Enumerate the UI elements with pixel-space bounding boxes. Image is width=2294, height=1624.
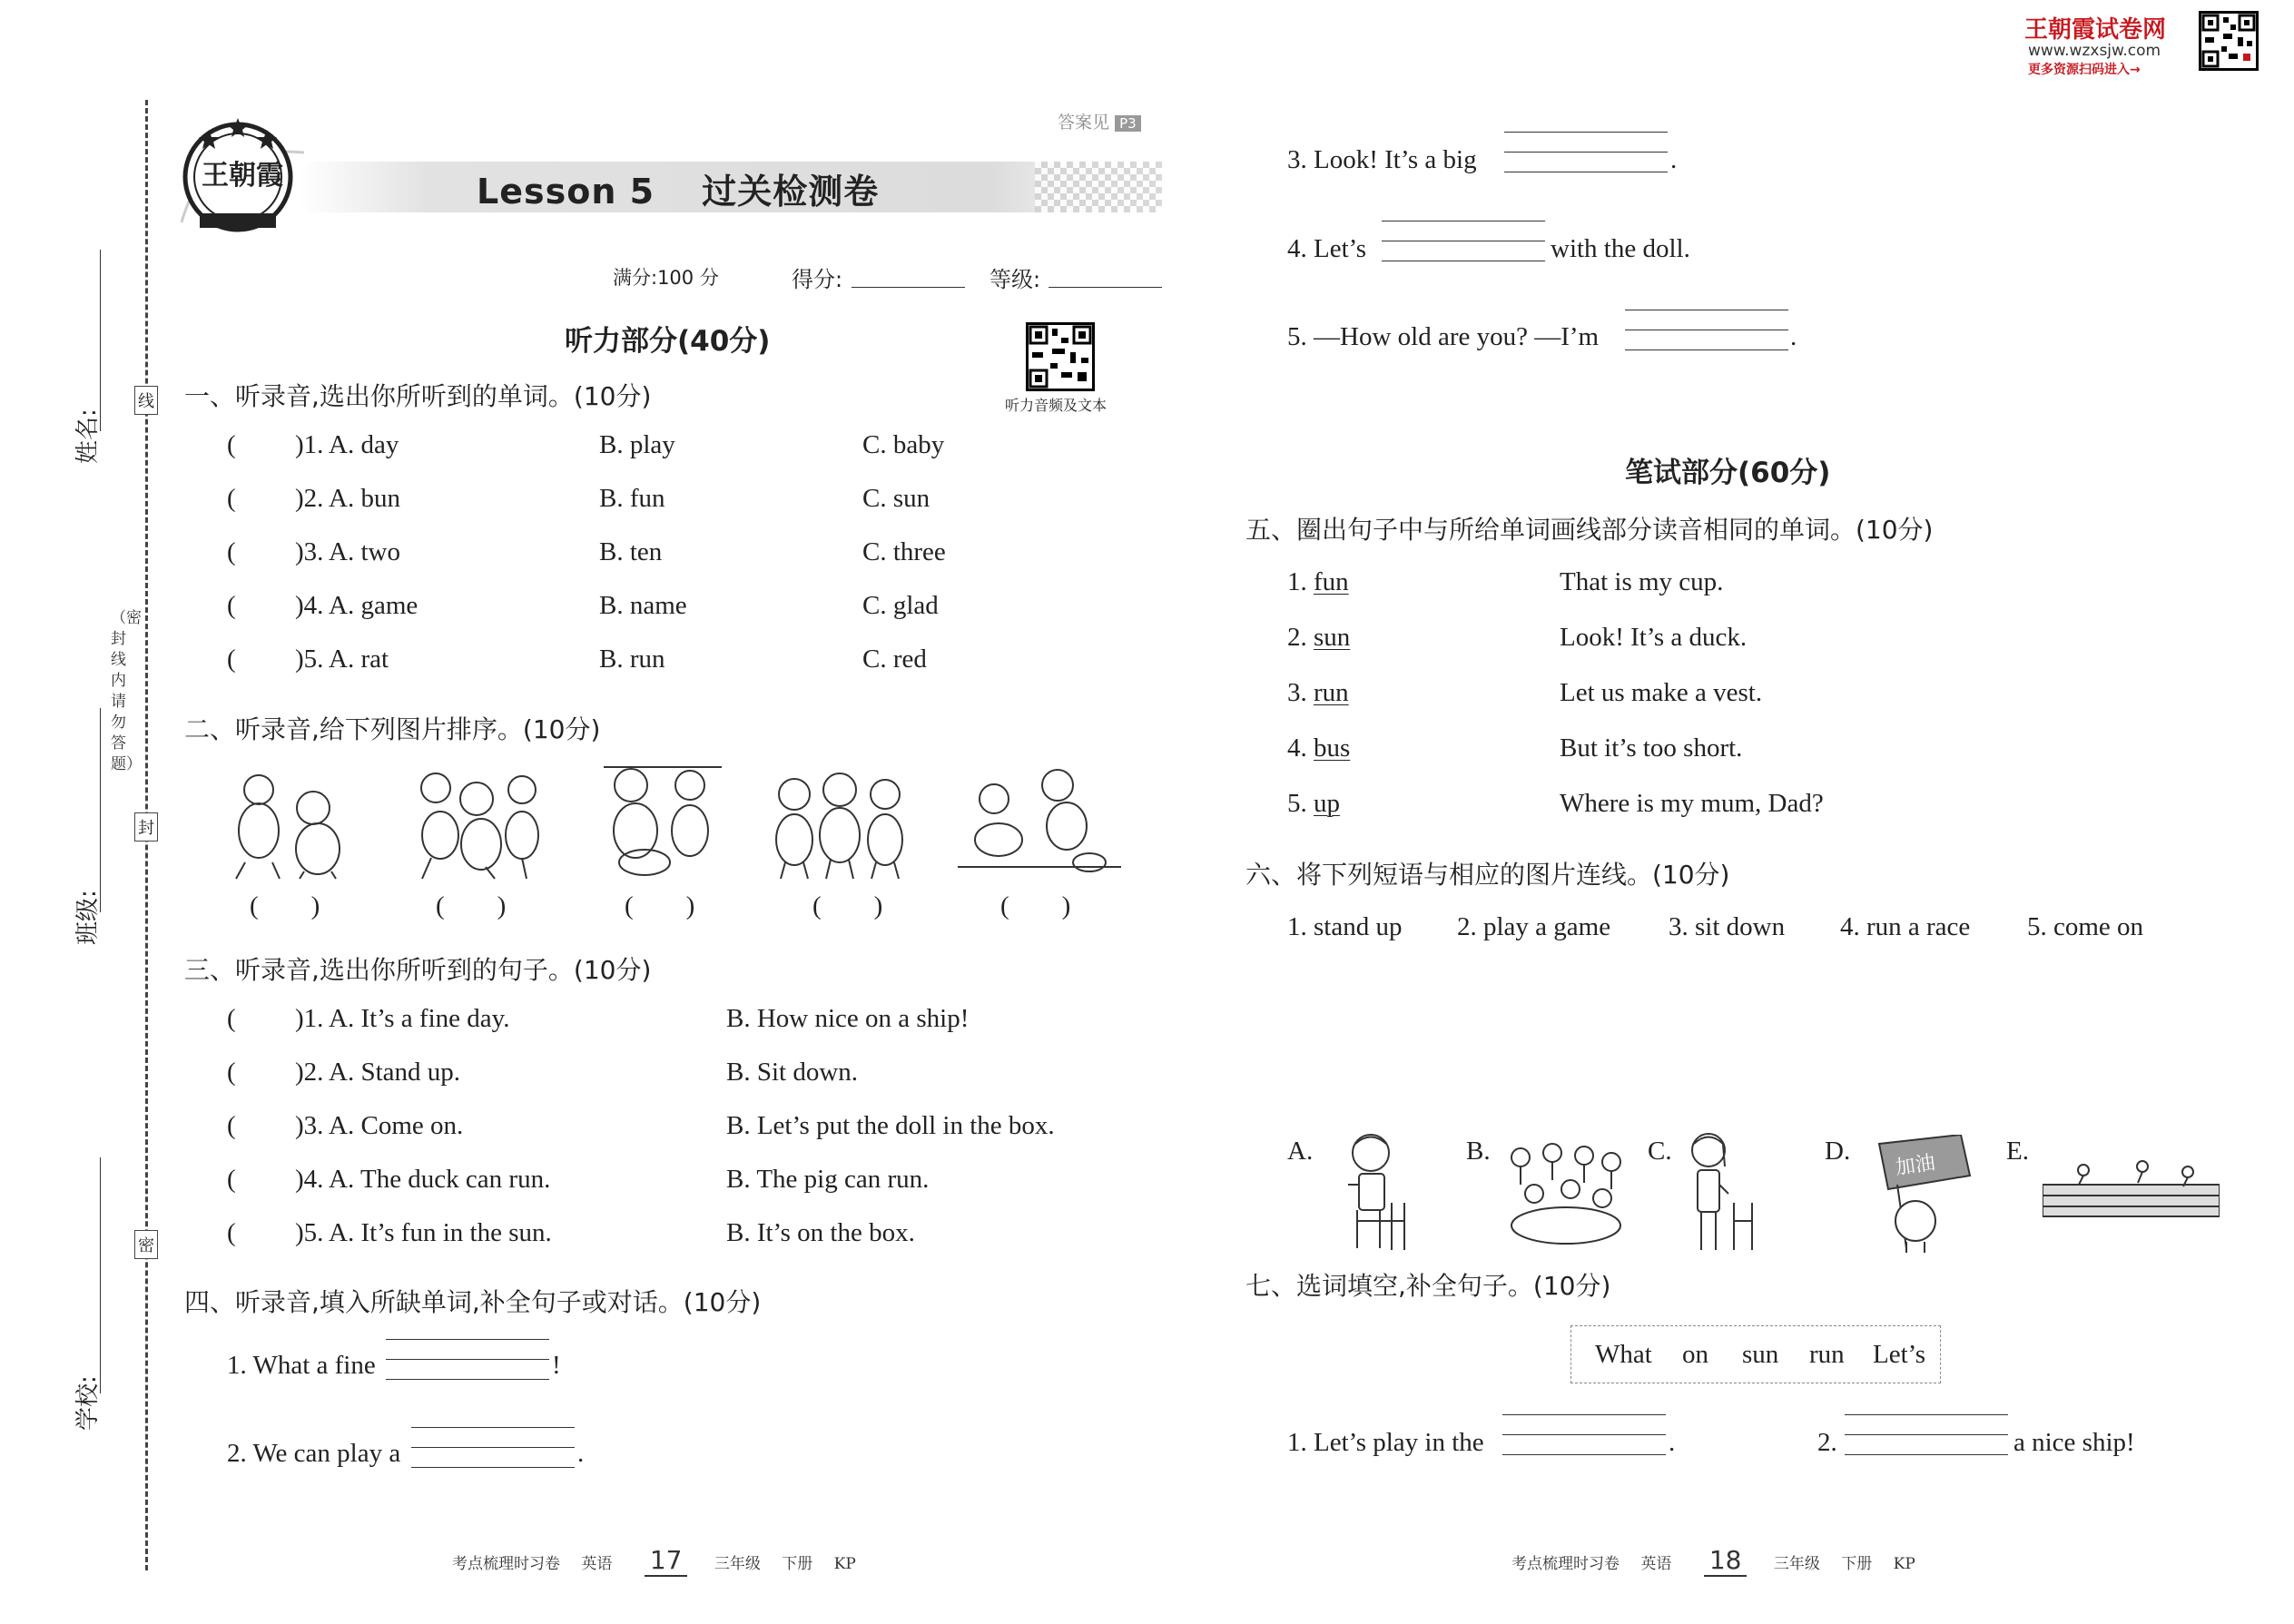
answer-ref	[1058, 109, 1141, 133]
s5-q5	[1287, 789, 1340, 819]
s5-q5-num: 5.	[1287, 789, 1307, 818]
picture-letter-d: D.	[1825, 1137, 1851, 1166]
word-bank-run[interactable]: run	[1809, 1340, 1845, 1369]
run-race-picture[interactable]	[2043, 1157, 2220, 1221]
answer-ref-label: 答案见	[1058, 113, 1110, 133]
brand-qr-icon[interactable]	[2199, 11, 2259, 71]
s7-q2-blank[interactable]	[1845, 1414, 2008, 1462]
brand-url: www.wzxsjw.com	[2028, 42, 2161, 60]
footer-right	[1511, 1545, 1915, 1575]
list-item: (	[227, 1004, 236, 1033]
footer-left-page: 17	[645, 1545, 688, 1577]
word-bank-what[interactable]: What	[1595, 1340, 1652, 1369]
s1-q4-b[interactable]: B. name	[599, 591, 687, 620]
footer-right-term: 下册	[1841, 1555, 1873, 1573]
s4-q3-text: 3. Look! It’s a big	[1287, 145, 1477, 174]
list-item: (	[227, 591, 236, 620]
grade-field[interactable]	[1049, 287, 1162, 288]
s1-q3-b[interactable]: B. ten	[599, 537, 663, 566]
footer-right-ed: KP	[1893, 1555, 1915, 1573]
footer-left-ed: KP	[833, 1555, 856, 1573]
s4-q5-end: .	[1790, 322, 1797, 351]
s3-q4-a[interactable]: )4. A. The duck can run.	[295, 1165, 551, 1194]
s7-q1-text: 1. Let’s play in the	[1287, 1428, 1484, 1457]
footer-right-book: 考点梳理时习卷	[1511, 1555, 1620, 1573]
section6-heading: 六、将下列短语与相应的图片连线。(10分)	[1245, 860, 1730, 890]
s3-q3-a[interactable]: )3. A. Come on.	[295, 1111, 464, 1140]
phrase-4[interactable]: 4. run a race	[1840, 912, 1971, 941]
animals-picture-2	[404, 763, 549, 881]
footer-left-subject: 英语	[581, 1555, 613, 1573]
word-bank	[1570, 1325, 1941, 1383]
list-item: (	[227, 1165, 236, 1194]
s4-q4-blank[interactable]	[1382, 221, 1545, 268]
picture-letter-a: A.	[1287, 1137, 1314, 1166]
s3-q3-b[interactable]: B. Let’s put the doll in the box.	[726, 1111, 1055, 1140]
s1-q3-c[interactable]: C. three	[862, 537, 946, 566]
come-on-picture[interactable]	[1870, 1135, 1984, 1253]
phrase-1[interactable]: 1. stand up	[1287, 912, 1403, 941]
phrase-3[interactable]: 3. sit down	[1669, 912, 1786, 941]
s5-q5-sentence[interactable]: Where is my mum, Dad?	[1560, 789, 1824, 818]
s1-q3-a[interactable]: )3. A. two	[295, 537, 400, 566]
s4-q1-blank[interactable]	[386, 1339, 549, 1386]
s3-q2-b[interactable]: B. Sit down.	[726, 1058, 859, 1087]
s5-q1-num: 1.	[1287, 567, 1307, 596]
s5-q1-sentence[interactable]: That is my cup.	[1560, 567, 1724, 596]
order-blank-1[interactable]: ( )	[250, 891, 320, 920]
s4-q2-blank[interactable]	[411, 1427, 575, 1474]
binding-notice: （密封线内请勿答题）	[111, 609, 142, 773]
section4-heading: 四、听录音,填入所缺单词,补全句子或对话。(10分)	[184, 1287, 762, 1317]
logo-text: 王朝霞	[202, 161, 283, 191]
s4-q5-text: 5. —How old are you? —I’m	[1287, 322, 1600, 351]
animals-picture-3	[595, 758, 726, 881]
s1-q1-b[interactable]: B. play	[599, 430, 675, 459]
s5-q4-word: bus	[1314, 733, 1351, 763]
name-label: 姓名:	[74, 408, 102, 464]
brand-block	[2024, 9, 2288, 77]
s5-q2-sentence[interactable]: Look! It’s a duck.	[1560, 623, 1748, 652]
lesson-title-sub: 过关检测卷	[702, 172, 880, 212]
s1-q5-a[interactable]: )5. A. rat	[295, 645, 389, 674]
s5-q4-num: 4.	[1287, 733, 1307, 763]
school-field[interactable]	[100, 1157, 101, 1393]
s1-q5-b[interactable]: B. run	[599, 645, 665, 674]
score-field[interactable]	[852, 287, 965, 288]
school-label: 学校:	[74, 1375, 102, 1431]
footer-right-grade: 三年级	[1773, 1555, 1820, 1573]
list-item: (	[227, 1111, 236, 1140]
s4-q3-blank[interactable]	[1504, 132, 1668, 179]
s5-q5-word: up	[1314, 789, 1340, 818]
s5-q3-num: 3.	[1287, 678, 1307, 707]
class-label: 班级:	[74, 890, 102, 945]
footer-right-page: 18	[1704, 1545, 1748, 1577]
s1-q4-a[interactable]: )4. A. game	[295, 591, 418, 620]
footer-left-book: 考点梳理时习卷	[452, 1555, 560, 1573]
s1-q1-a[interactable]: )1. A. day	[295, 430, 399, 459]
word-bank-lets[interactable]: Let’s	[1873, 1340, 1925, 1369]
qr-caption: 听力音频及文本	[1005, 397, 1108, 414]
written-title: 笔试部分(60分)	[1625, 457, 1831, 489]
phrase-5[interactable]: 5. come on	[2027, 912, 2144, 941]
full-score: 满分:100 分	[613, 267, 719, 289]
s1-q5-c[interactable]: C. red	[862, 645, 927, 674]
play-game-picture[interactable]	[1498, 1139, 1634, 1253]
s5-q3	[1287, 678, 1349, 708]
s4-q2-text: 2. We can play a	[227, 1439, 401, 1468]
s1-q1-c[interactable]: C. baby	[862, 430, 945, 459]
list-item: (	[227, 430, 236, 459]
animals-picture-1	[227, 763, 363, 881]
s3-q5-b[interactable]: B. It’s on the box.	[726, 1218, 915, 1247]
s3-q1-b[interactable]: B. How nice on a ship!	[726, 1004, 970, 1033]
class-field[interactable]	[100, 708, 101, 912]
s5-q1-word: fun	[1314, 567, 1349, 596]
phrase-2[interactable]: 2. play a game	[1457, 912, 1611, 941]
animals-picture-5	[958, 763, 1121, 876]
s3-q2-a[interactable]: )2. A. Stand up.	[295, 1058, 461, 1087]
s5-q1	[1287, 567, 1349, 597]
word-bank-sun[interactable]: sun	[1742, 1340, 1779, 1369]
section3-heading: 三、听录音,选出你所听到的句子。(10分)	[184, 955, 652, 985]
s5-q2-num: 2.	[1287, 623, 1307, 652]
banner-checker	[1035, 162, 1162, 212]
listening-qr-icon[interactable]	[1026, 322, 1095, 391]
animals-picture-4	[763, 767, 912, 881]
order-blank-2[interactable]: ( )	[436, 891, 507, 920]
list-item: (	[227, 1218, 236, 1247]
s1-q2-c[interactable]: C. sun	[862, 484, 930, 513]
footer-left-grade: 三年级	[714, 1555, 761, 1573]
s4-q1-end: !	[552, 1351, 561, 1380]
s4-q5-blank[interactable]	[1625, 310, 1788, 357]
footer-left-term: 下册	[782, 1555, 813, 1573]
name-field[interactable]	[100, 250, 101, 431]
s5-q3-sentence[interactable]: Let us make a vest.	[1560, 678, 1763, 707]
s3-q1-a[interactable]: )1. A. It’s a fine day.	[295, 1004, 510, 1033]
list-item: (	[227, 1058, 236, 1087]
footer-right-subject: 英语	[1640, 1555, 1672, 1573]
s4-q3-end: .	[1670, 145, 1678, 174]
flag-text: 加油	[1894, 1151, 1937, 1180]
listening-title: 听力部分(40分)	[565, 325, 771, 358]
s5-q4-sentence[interactable]: But it’s too short.	[1560, 733, 1743, 763]
s3-q4-b[interactable]: B. The pig can run.	[726, 1165, 930, 1194]
brand-name: 王朝霞试卷网	[2024, 16, 2167, 44]
section5-heading: 五、圈出句子中与所给单词画线部分读音相同的单词。(10分)	[1245, 515, 1934, 545]
footer-left	[452, 1545, 856, 1575]
s7-q2-text: 2.	[1817, 1428, 1837, 1457]
order-blank-5[interactable]: ( )	[1000, 891, 1071, 920]
binding-mark-top: 线	[134, 386, 158, 415]
s5-q4	[1287, 733, 1350, 763]
section7-heading: 七、选词填空,补全句子。(10分)	[1245, 1271, 1611, 1301]
list-item: (	[227, 484, 236, 513]
s4-q1-text: 1. What a fine	[227, 1351, 376, 1380]
s1-q4-c[interactable]: C. glad	[862, 591, 939, 620]
section2-heading: 二、听录音,给下列图片排序。(10分)	[184, 714, 601, 744]
s5-q2	[1287, 623, 1350, 653]
stand-up-picture[interactable]	[1679, 1130, 1761, 1253]
s4-q2-end: .	[577, 1439, 585, 1468]
picture-letter-b: B.	[1466, 1137, 1491, 1166]
list-item: (	[227, 645, 236, 674]
lesson-title-main: Lesson 5	[477, 172, 655, 212]
s4-q4-end: with the doll.	[1551, 234, 1690, 263]
picture-letter-c: C.	[1648, 1137, 1672, 1166]
s5-q2-word: sun	[1314, 623, 1351, 652]
s1-q2-b[interactable]: B. fun	[599, 484, 665, 513]
sit-down-picture[interactable]	[1321, 1130, 1416, 1253]
s7-q1-blank[interactable]	[1502, 1414, 1666, 1462]
brand-tagline: 更多资源扫码进入→	[2028, 63, 2141, 77]
grade-label: 等级:	[989, 267, 1041, 292]
answer-page-badge: P3	[1115, 115, 1141, 132]
order-blank-3[interactable]: ( )	[625, 891, 695, 920]
s7-q2-end: a nice ship!	[2013, 1428, 2135, 1457]
s4-q4-text: 4. Let’s	[1287, 234, 1366, 263]
binding-mark-mid: 封	[134, 812, 158, 842]
picture-letter-e: E.	[2006, 1137, 2029, 1166]
s7-q1-end: .	[1669, 1428, 1676, 1457]
lesson-title	[477, 163, 879, 213]
binding-mark-bot: 密	[134, 1230, 158, 1259]
list-item: (	[227, 537, 236, 566]
s1-q2-a[interactable]: )2. A. bun	[295, 484, 400, 513]
word-bank-on[interactable]: on	[1682, 1340, 1708, 1369]
s5-q3-word: run	[1314, 678, 1349, 707]
score-label: 得分:	[792, 267, 843, 292]
section1-heading: 一、听录音,选出你所听到的单词。(10分)	[184, 381, 652, 411]
s3-q5-a[interactable]: )5. A. It’s fun in the sun.	[295, 1218, 552, 1247]
order-blank-4[interactable]: ( )	[812, 891, 883, 920]
